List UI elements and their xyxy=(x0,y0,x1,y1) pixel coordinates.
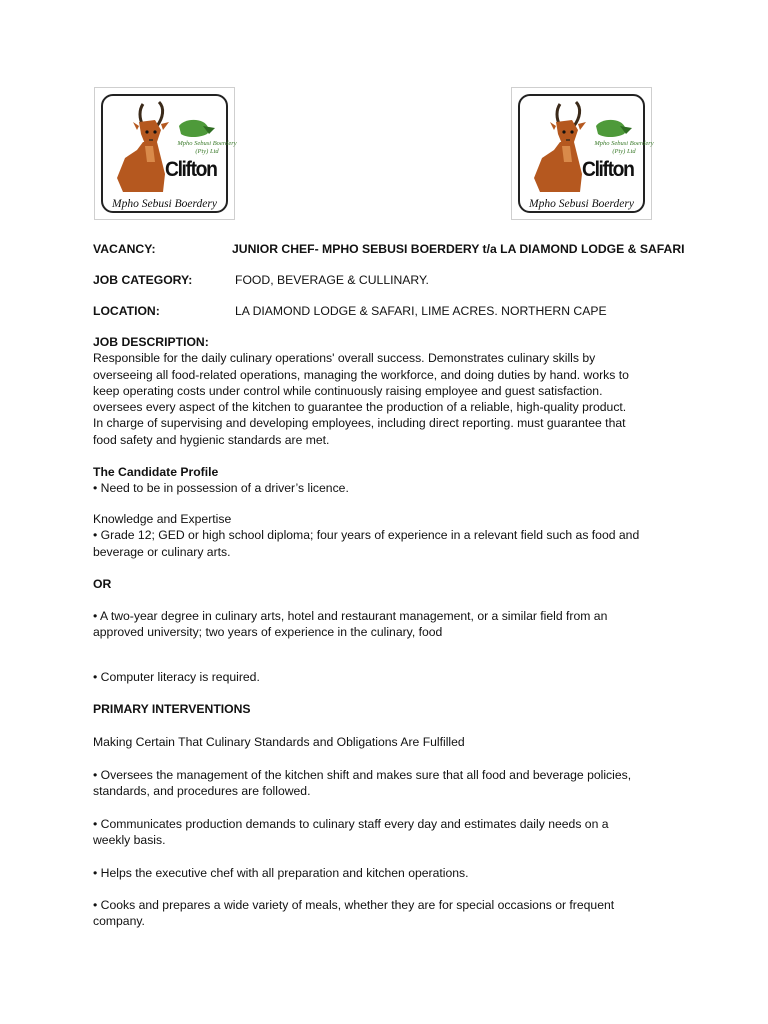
logo-subtitle: Mpho Sebusi Boerdery xyxy=(529,198,634,210)
computer-literacy: • Computer literacy is required. xyxy=(93,670,260,684)
or-separator: OR xyxy=(93,577,112,591)
knowledge-bullet-line: • Grade 12; GED or high school diploma; four years of experience in a relevant field such as food and xyxy=(93,528,640,543)
job-description-line: In charge of supervising and developing employees, including direct reporting. must guarantee that xyxy=(93,416,626,431)
job-description-line: Responsible for the daily culinary operations' overall success. Demonstrates culinary skills by xyxy=(93,351,596,366)
vacancy-label: VACANCY: xyxy=(93,242,156,256)
location-label: LOCATION: xyxy=(93,304,160,318)
job-description-line: keep operating costs under control while continuously raising employee and guest satisfaction. xyxy=(93,383,603,398)
job-description-line: food safety and hygienic standards are met. xyxy=(93,432,330,447)
primary-bullet-line: • Communicates production demands to culinary staff every day and estimates daily needs on a xyxy=(93,817,609,831)
primary-bullet-4 xyxy=(93,897,683,930)
job-category-value: FOOD, BEVERAGE & CULLINARY. xyxy=(235,273,429,287)
primary-intro: Making Certain That Culinary Standards and Obligations Are Fulfilled xyxy=(93,735,465,749)
knowledge-heading: Knowledge and Expertise xyxy=(93,512,232,526)
job-description-line: overseeing all food-related operations, managing the workforce, and doing duties by hand. works to xyxy=(93,367,629,382)
knowledge-expertise xyxy=(93,511,683,560)
alternative-qualification xyxy=(93,608,683,641)
primary-bullet-3 xyxy=(93,865,683,881)
logo-subtitle: Mpho Sebusi Boerdery xyxy=(112,198,217,210)
job-category-label: JOB CATEGORY: xyxy=(93,273,193,287)
primary-bullet-line: company. xyxy=(93,914,145,929)
alt-bullet-line: approved university; two years of experience in the culinary, food xyxy=(93,625,443,640)
candidate-profile-bullet: • Need to be in possession of a driver’s licence. xyxy=(93,481,349,496)
company-logo-left xyxy=(94,87,235,220)
primary-interventions-heading: PRIMARY INTERVENTIONS xyxy=(93,702,251,716)
primary-bullet-2 xyxy=(93,816,683,849)
vacancy-value: JUNIOR CHEF- MPHO SEBUSI BOERDERY t/a LA DIAMOND LODGE & SAFARI xyxy=(232,242,685,256)
knowledge-bullet-line: beverage or culinary arts. xyxy=(93,544,231,559)
job-description-heading: JOB DESCRIPTION: xyxy=(93,335,209,349)
logo-tagline: Mpho Sebusi Boerdery (Pty) Ltd xyxy=(594,140,654,155)
primary-bullet-1 xyxy=(93,767,683,800)
primary-bullet-line: • Helps the executive chef with all preparation and kitchen operations. xyxy=(93,866,469,880)
primary-bullet-line: • Cooks and prepares a wide variety of meals, whether they are for special occasions or frequent xyxy=(93,898,615,912)
location-value: LA DIAMOND LODGE & SAFARI, LIME ACRES. NORTHERN CAPE xyxy=(235,304,607,318)
logo-frame xyxy=(101,94,237,213)
logo-tagline: Mpho Sebusi Boerdery (Pty) Ltd xyxy=(177,140,237,155)
primary-bullet-line: • Oversees the management of the kitchen shift and makes sure that all food and beverage policies, xyxy=(93,768,632,782)
logo-frame xyxy=(518,94,654,213)
alt-bullet-line: • A two-year degree in culinary arts, hotel and restaurant management, or a similar field from an xyxy=(93,609,608,623)
job-description xyxy=(93,334,683,448)
company-logo-right xyxy=(511,87,652,220)
logo-brand: Clifton xyxy=(165,158,217,181)
logo-brand: Clifton xyxy=(582,158,634,181)
candidate-profile xyxy=(93,464,683,497)
primary-bullet-line: weekly basis. xyxy=(93,833,166,848)
candidate-profile-heading: The Candidate Profile xyxy=(93,465,219,479)
primary-bullet-line: standards, and procedures are followed. xyxy=(93,784,311,799)
job-description-line: oversees every aspect of the kitchen to guarantee the production of a reliable, high-quality product. xyxy=(93,400,627,415)
